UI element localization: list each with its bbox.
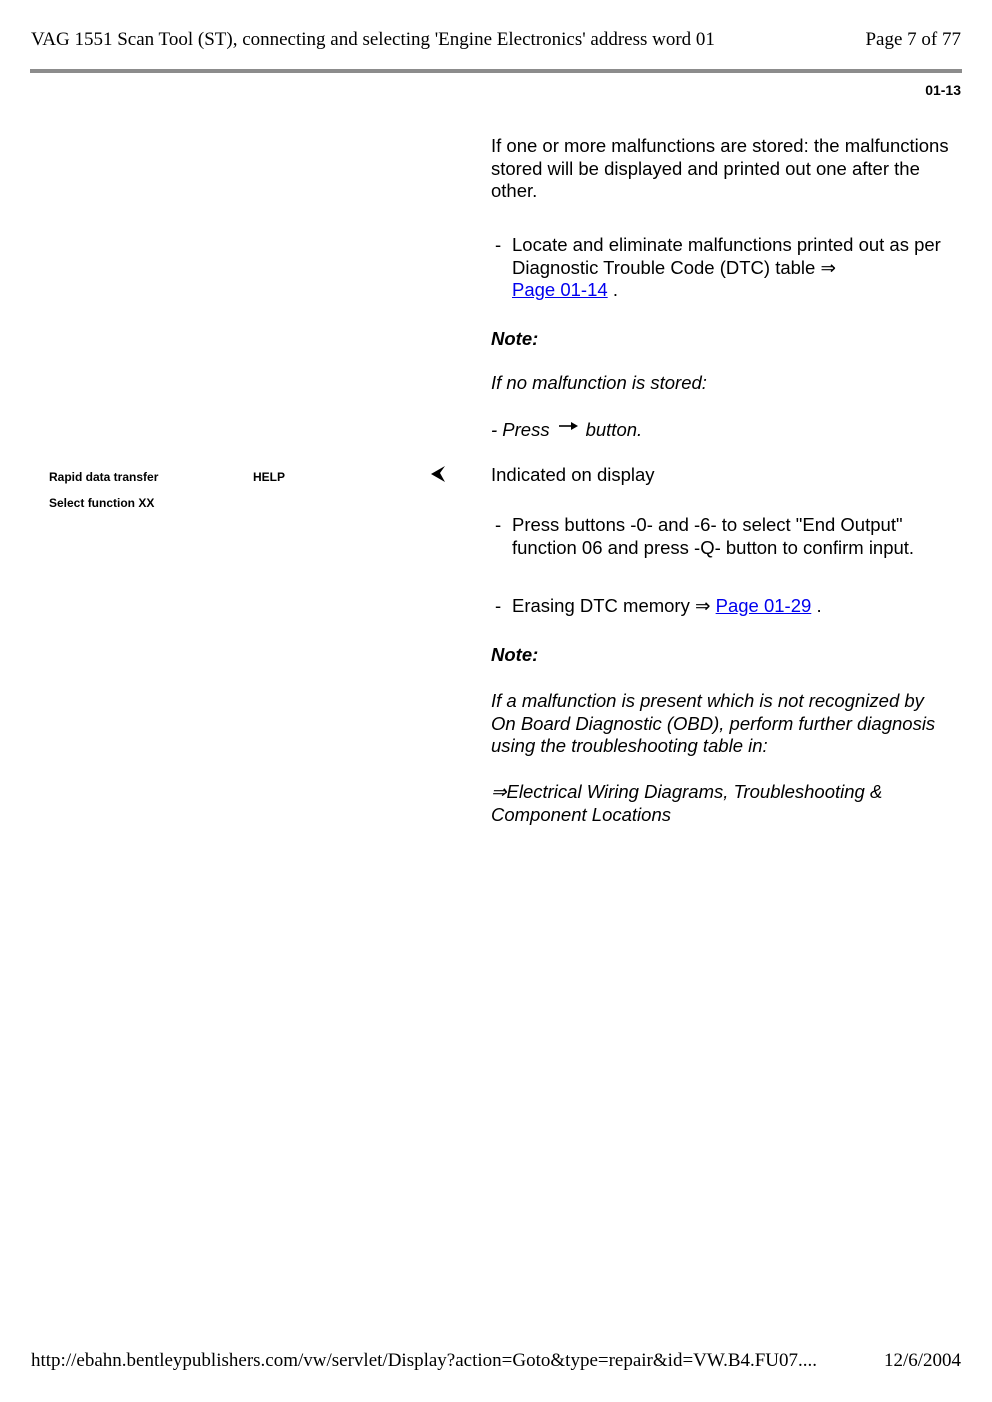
page-01-14-link[interactable]: Page 01-14 (512, 279, 608, 301)
page-number: Page 7 of 77 (865, 29, 961, 50)
bullet-press-buttons-text: Press buttons -0- and -6- to select "End Output" function 06 and press -Q- button to confirm input. (512, 514, 915, 558)
note-heading: Note: (491, 328, 539, 349)
document-title: VAG 1551 Scan Tool (ST), connecting and selecting 'Engine Electronics' address word 01 (31, 29, 715, 50)
print-date: 12/6/2004 (883, 1350, 961, 1371)
press-instruction (491, 419, 949, 442)
intro-paragraph: If one or more malfunctions are stored: the malfunctions stored will be displayed and printed out one after the other. (491, 135, 949, 202)
display-line-2: Select function XX (49, 496, 155, 510)
wiring-reference: ⇒Electrical Wiring Diagrams, Troubleshooting & Component Locations (491, 781, 883, 825)
bullet-dash: - (495, 234, 502, 255)
display-help-label: HELP (253, 470, 286, 484)
page-01-29-link[interactable]: Page 01-29 (715, 595, 812, 616)
header-divider (30, 69, 962, 73)
bullet-press-buttons (495, 514, 945, 559)
bullet-erasing-suffix: . (816, 595, 822, 616)
source-url: http://ebahn.bentleypublishers.com/vw/servlet/Display?action=Goto&type=repair&id=VW.B4.FU07.... (31, 1350, 818, 1371)
indicated-on-display: Indicated on display (491, 464, 655, 485)
section-code: 01-13 (925, 82, 961, 98)
bullet-locate (495, 234, 945, 302)
note-text: If no malfunction is stored: (491, 372, 707, 393)
right-arrow-icon (558, 420, 580, 432)
bullet-dash: - (495, 595, 502, 616)
note-heading: Note: (491, 644, 539, 665)
press-suffix: button. (585, 419, 643, 440)
back-arrow-icon (429, 464, 449, 484)
display-line-1: Rapid data transfer (49, 470, 159, 484)
bullet-locate-suffix: . (612, 279, 618, 301)
bullet-erasing (495, 595, 945, 618)
press-prefix: - Press (491, 419, 550, 440)
bullet-locate-text: Locate and eliminate malfunctions printed out as per Diagnostic Trouble Code (DTC) table ⇒ (512, 234, 941, 278)
note-obd-text: If a malfunction is present which is not recognized by On Board Diagnostic (OBD), perform further diagnosis using the troubleshooting table in: (491, 690, 936, 757)
bullet-erasing-text: Erasing DTC memory ⇒ (512, 595, 711, 616)
bullet-dash: - (495, 514, 502, 535)
